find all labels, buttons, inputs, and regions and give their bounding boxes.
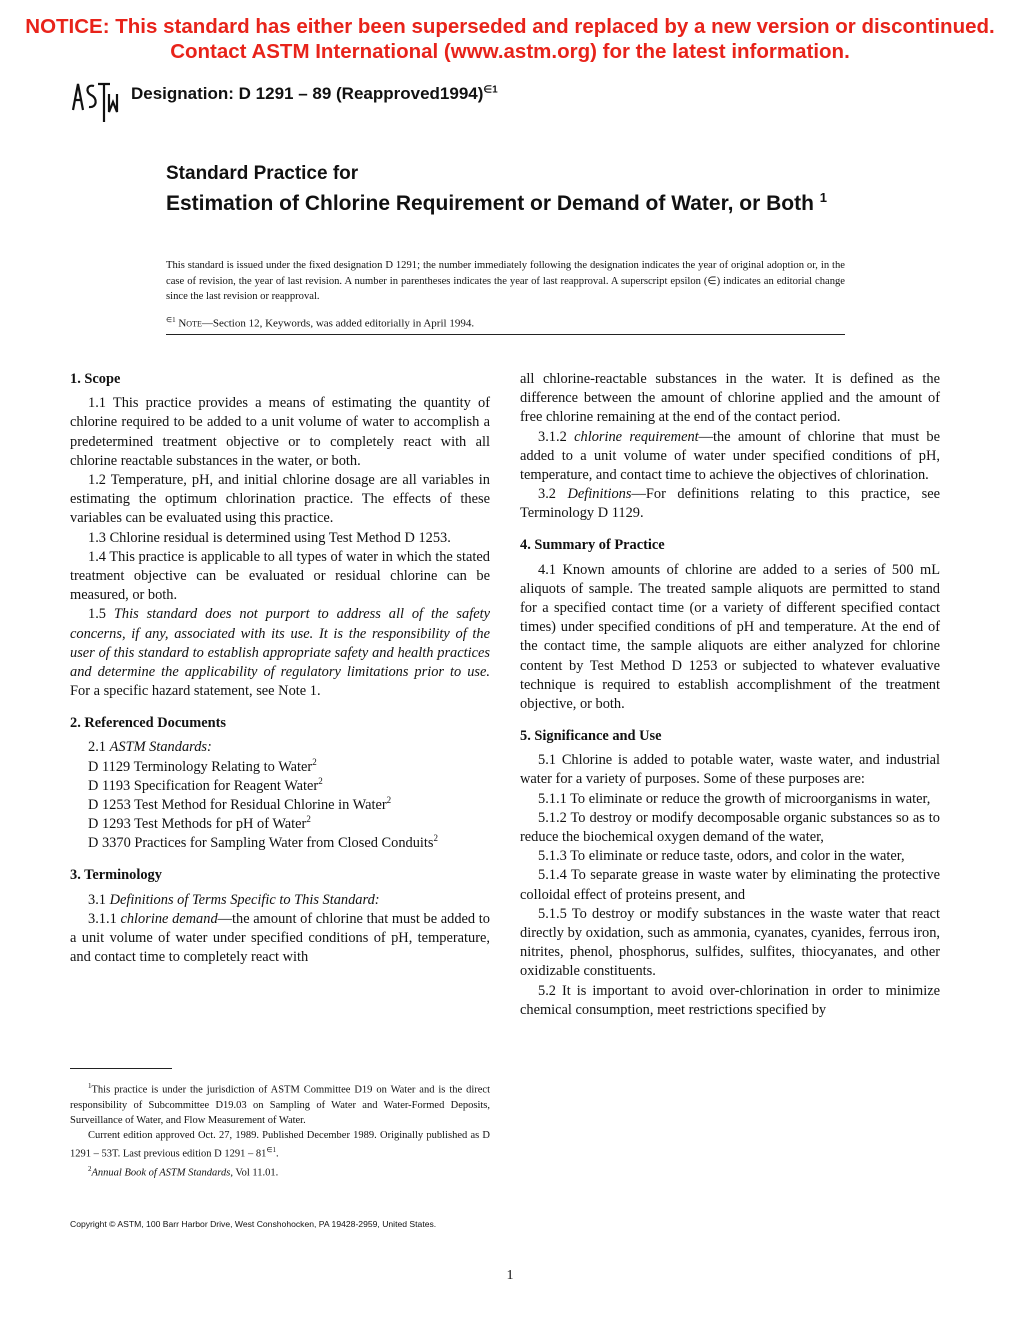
footnote-1-current-end: . bbox=[275, 1148, 279, 1160]
designation-text: Designation: D 1291 – 89 (Reapproved1994) bbox=[131, 84, 484, 103]
para-3-1-2 bbox=[520, 428, 940, 486]
notice-line-2: Contact ASTM International (www.astm.org) for the latest information. bbox=[170, 40, 850, 63]
para-1-5-num: 1.5 bbox=[88, 606, 114, 623]
para-1-2: 1.2 Temperature, pH, and initial chlorine dosage are all variables in estimating the optimum chlorination practice. The effects of these variables can be evaluated using this practice. bbox=[70, 472, 490, 527]
para-3-1-1-continued: all chlorine-reactable substances in the water. It is defined as the difference between the amount of chlorine applied and the amount of free chlorine remaining at the end of the contact period. bbox=[520, 371, 940, 426]
reference-text: D 1293 Test Methods for pH of Water bbox=[88, 816, 307, 833]
para-1-5-italic: This standard does not purport to address all of the safety concerns, if any, associated with its use. It is the responsibility of the user of this standard to establish appropriate safety and health practices and determine the applicability of regulatory limitations prior to use. bbox=[70, 606, 490, 681]
notice-line-1: NOTICE: This standard has either been superseded and replaced by a new version or discontinued. bbox=[25, 15, 995, 38]
footnote-rule bbox=[70, 1068, 172, 1069]
right-column bbox=[520, 370, 940, 1020]
section-heading-significance: 5. Significance and Use bbox=[520, 728, 662, 745]
section-heading-referenced-documents: 2. Referenced Documents bbox=[70, 715, 226, 732]
reference-item bbox=[70, 815, 490, 834]
title-main-text: Estimation of Chlorine Requirement or Demand of Water, or Both bbox=[166, 192, 814, 215]
reference-sup: 2 bbox=[312, 756, 317, 767]
para-1-1: 1.1 This practice provides a means of estimating the quantity of chlorine required to be added to a unit volume of water to accomplish a predetermined treatment objective or to completely react with all chlorine reactable substances in the water, or both. bbox=[70, 395, 490, 469]
term-chlorine-requirement: chlorine requirement bbox=[574, 428, 699, 445]
para-3-1-1 bbox=[70, 910, 490, 968]
para-5-1-4: 5.1.4 To separate grease in waste water by eliminating the protective colloidal effect of proteins present, and bbox=[520, 867, 940, 903]
left-column bbox=[70, 370, 490, 967]
reference-sup: 2 bbox=[318, 776, 323, 787]
para-5-1: 5.1 Chlorine is added to potable water, waste water, and industrial water for a variety of purposes. Some of these purposes are: bbox=[520, 752, 940, 788]
section-heading-summary: 4. Summary of Practice bbox=[520, 537, 665, 554]
title-block bbox=[166, 163, 856, 216]
para-3-1-2-text: —the amount of chlorine that must be added to a unit volume of water under specified conditions of pH, temperature, and contact time to achieve the objectives of chlorination. bbox=[520, 428, 940, 484]
designation bbox=[131, 84, 498, 104]
para-3-1-italic: Definitions of Terms Specific to This Standard: bbox=[109, 891, 380, 908]
footnote-2-sup: 2 bbox=[88, 1165, 92, 1174]
note-label: Note bbox=[178, 317, 202, 330]
para-5-1-1: 5.1.1 To eliminate or reduce the growth of microorganisms in water, bbox=[538, 790, 931, 807]
footnote-1-current-text: Current edition approved Oct. 27, 1989. Published December 1989. Originally published as D 1291 – 53T. Last previous edition D 1291 – 81 bbox=[70, 1130, 490, 1160]
term-chlorine-demand: chlorine demand bbox=[120, 910, 218, 927]
para-5-1-3: 5.1.3 To eliminate or reduce taste, odors, and color in the water, bbox=[538, 848, 905, 865]
epsilon-note-text: —Section 12, Keywords, was added editorially in April 1994. bbox=[201, 317, 475, 330]
reference-text: D 3370 Practices for Sampling Water from Closed Conduits bbox=[88, 835, 434, 852]
title-sup: 1 bbox=[819, 190, 828, 205]
footnotes bbox=[70, 1079, 490, 1181]
para-1-3: 1.3 Chlorine residual is determined using Test Method D 1253. bbox=[88, 529, 451, 546]
footnote-1-current bbox=[70, 1128, 490, 1162]
issue-note: This standard is issued under the fixed designation D 1291; the number immediately following the designation indicates the year of original adoption or, in the case of revision, the year of last revision. A number in parentheses indicates the year of last reapproval. A superscript epsilon (∈) indicates an editorial change since the last revision or reapproval. bbox=[166, 260, 845, 303]
footnote-2-italic: Annual Book of ASTM Standards bbox=[91, 1167, 231, 1179]
para-5-1-2: 5.1.2 To destroy or modify decomposable organic substances so as to reduce the biochemical oxygen demand of the water, bbox=[520, 809, 940, 846]
para-4-1: 4.1 Known amounts of chlorine are added to a series of 500 mL aliquots of sample. The treated sample aliquots are permitted to stand for a specified contact time (or a variety of different specified contact times) under specified conditions of pH and temperature. At the end of the contact time, the sample aliquots are either analyzed for chlorine content by Test Method D 1253 or subjected to whatever evaluative technique is required to establish accomplishment of the treatment objective, or both. bbox=[520, 561, 940, 713]
footnote-1-current-sup: ∈1 bbox=[266, 1146, 276, 1155]
para-5-1-5: 5.1.5 To destroy or modify substances in the waste water that react directly by oxidation, such as ammonia, cyanates, cyanides, ferrous iron, nitrites, phenol, phosphorus, sulfides, sulfites, thiocyanates, and other oxidizable constituents. bbox=[520, 905, 940, 980]
footnote-2-text: , Vol 11.01. bbox=[230, 1167, 279, 1179]
page-title bbox=[166, 185, 856, 216]
para-1-4: 1.4 This practice is applicable to all types of water in which the stated treatment objective can be evaluated or residual chlorine can be measured, or both. bbox=[70, 548, 490, 604]
footnote-1 bbox=[70, 1079, 490, 1128]
reference-text: D 1253 Test Method for Residual Chlorine in Water bbox=[88, 797, 387, 814]
reference-item bbox=[70, 834, 490, 853]
reference-text: D 1129 Terminology Relating to Water bbox=[88, 758, 313, 775]
epsilon-sup: ∈1 bbox=[166, 316, 176, 324]
para-3-1 bbox=[70, 891, 490, 910]
para-3-2 bbox=[520, 485, 940, 523]
logo-text: ASTM bbox=[70, 80, 73, 81]
para-3-2-text: —For definitions relating to this practice, see Terminology D 1129. bbox=[520, 486, 940, 522]
para-3-1-2-num: 3.1.2 bbox=[538, 428, 575, 445]
footnote-1-sup: 1 bbox=[88, 1082, 92, 1090]
para-3-1-1-text: —the amount of chlorine that must be added to a unit volume of water under specified conditions of pH, temperature, and contact time to completely react with bbox=[70, 910, 490, 966]
section-heading-terminology: 3. Terminology bbox=[70, 867, 162, 884]
reference-item bbox=[70, 796, 490, 815]
para-2-1-italic: ASTM Standards: bbox=[109, 739, 212, 756]
para-2-1-num: 2.1 bbox=[88, 739, 110, 756]
page-number: 1 bbox=[506, 1268, 514, 1283]
reference-text: D 1193 Specification for Reagent Water bbox=[88, 777, 319, 794]
para-1-5-tail: For a specific hazard statement, see Note 1. bbox=[70, 683, 321, 700]
para-1-5 bbox=[70, 605, 490, 701]
footnote-2 bbox=[70, 1162, 490, 1181]
para-5-2: 5.2 It is important to avoid over-chlorination in order to minimize chemical consumption, meet restrictions specified by bbox=[520, 982, 940, 1018]
notice-banner bbox=[0, 14, 1020, 64]
footnote-1-text: This practice is under the jurisdiction of ASTM Committee D19 on Water and is the direct responsibility of Subcommittee D19.03 on Sampling of Water and Water-Formed Deposits, Surveillance of Water, and Flow Measurement of Water. bbox=[70, 1084, 490, 1126]
para-3-1-1-num: 3.1.1 bbox=[88, 910, 121, 927]
header-rule bbox=[166, 334, 845, 335]
title-kicker: Standard Practice for bbox=[166, 163, 359, 184]
reference-sup: 2 bbox=[306, 814, 311, 825]
astm-logo bbox=[70, 80, 120, 124]
term-definitions: Definitions bbox=[567, 486, 632, 503]
reference-item bbox=[70, 777, 490, 796]
reference-item bbox=[70, 758, 490, 777]
copyright: Copyright © ASTM, 100 Barr Harbor Drive, West Conshohocken, PA 19428-2959, United States. bbox=[70, 1219, 437, 1229]
section-heading-scope: 1. Scope bbox=[70, 371, 121, 387]
reference-sup: 2 bbox=[386, 795, 392, 806]
para-3-2-num: 3.2 bbox=[538, 486, 568, 503]
para-3-1-num: 3.1 bbox=[88, 891, 110, 908]
para-2-1 bbox=[70, 738, 490, 757]
reference-sup: 2 bbox=[433, 833, 439, 844]
designation-sup: ∈1 bbox=[483, 84, 498, 96]
epsilon-note bbox=[166, 316, 474, 330]
